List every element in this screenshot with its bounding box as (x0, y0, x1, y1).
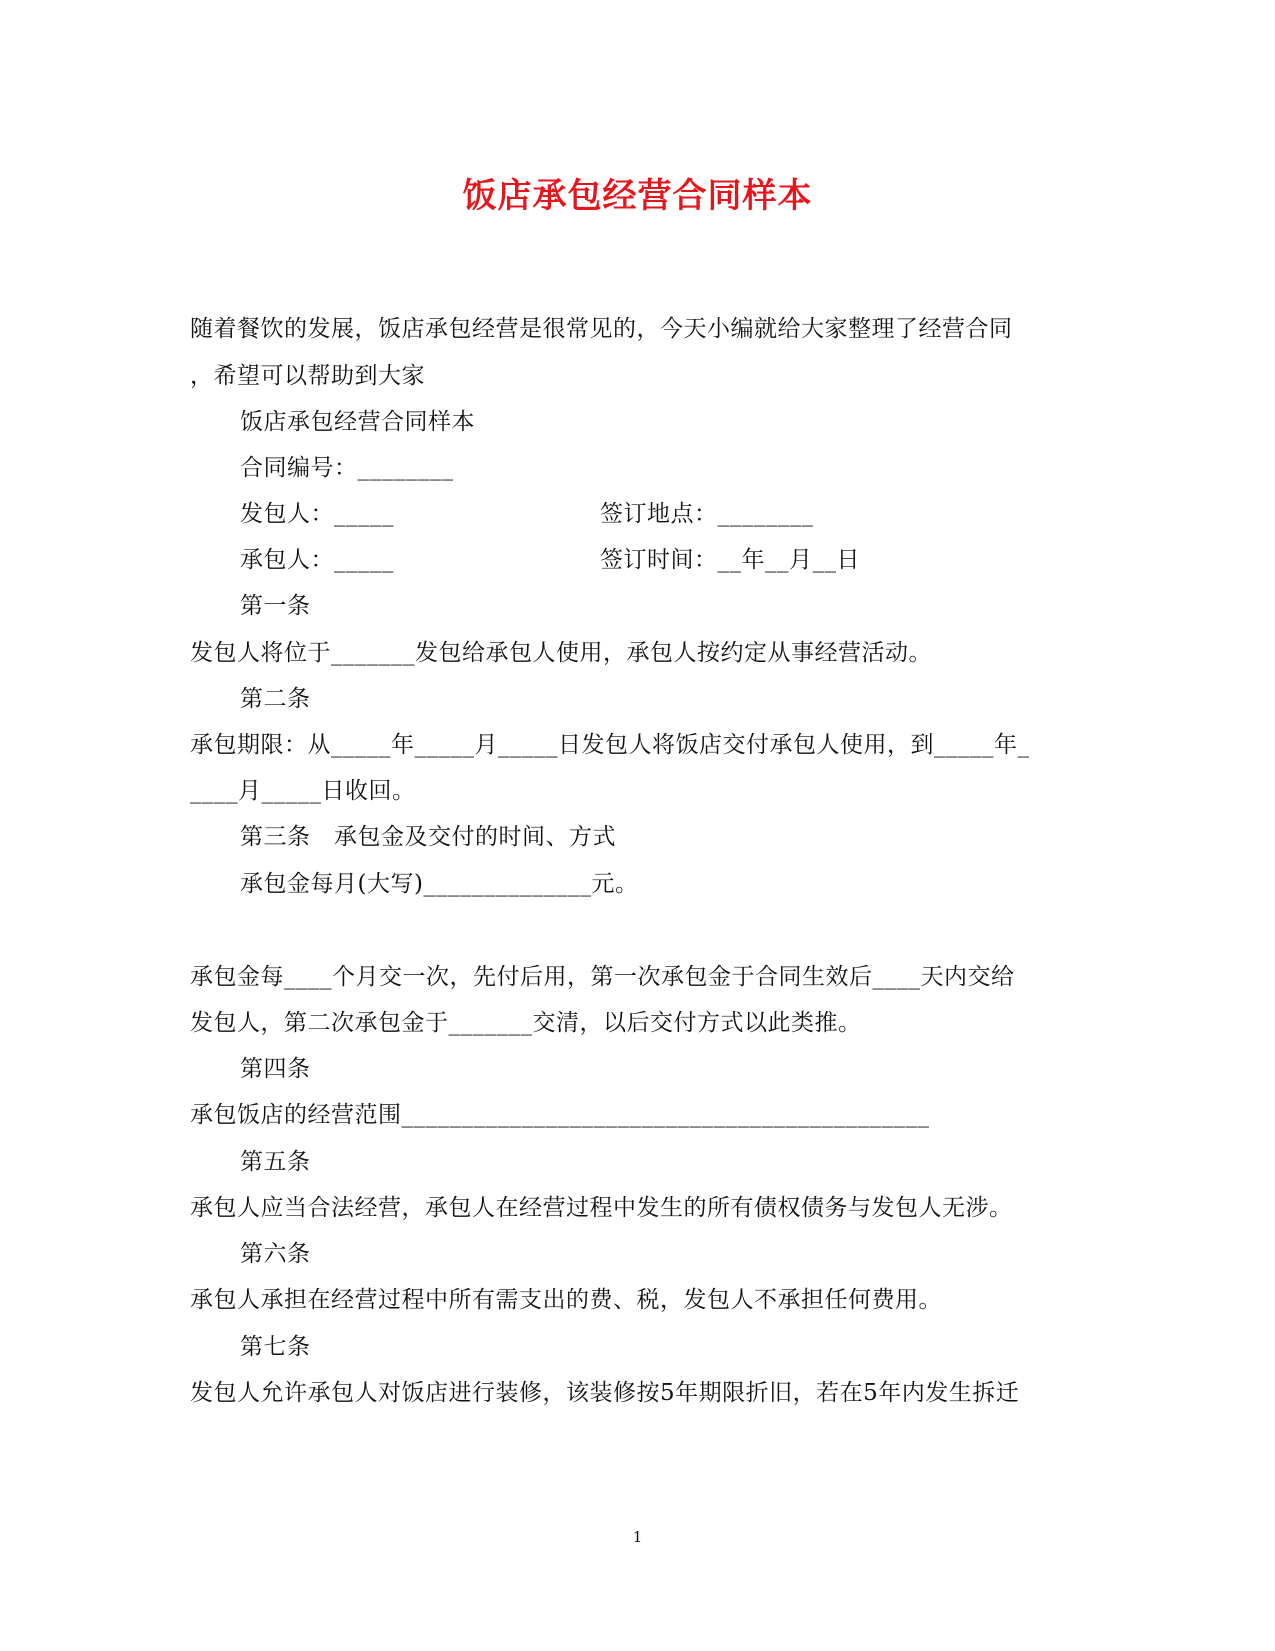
contract-number-field: 合同编号：________ (240, 455, 454, 481)
contract-subtitle: 饭店承包经营合同样本 (240, 409, 475, 435)
article-6-text: 承包人承担在经营过程中所有需支出的费、税，发包人不承担任何费用。 (190, 1287, 942, 1313)
article-6-title: 第六条 (240, 1241, 311, 1267)
article-3-text-3: 发包人，第二次承包金于_______交清，以后交付方式以此类推。 (190, 1010, 862, 1036)
article-7-title: 第七条 (240, 1334, 311, 1360)
party-a-field: 发包人：_____ (240, 501, 394, 527)
article-4-text: 承包饭店的经营范围____________________________________________ (190, 1102, 930, 1128)
article-5-text: 承包人应当合法经营，承包人在经营过程中发生的所有债权债务与发包人无涉。 (190, 1195, 1013, 1221)
article-1-text: 发包人将位于_______发包给承包人使用，承包人按约定从事经营活动。 (190, 640, 932, 666)
article-2-text-2: ____月_____日收回。 (190, 778, 416, 804)
intro-line-1: 随着餐饮的发展，饭店承包经营是很常见的，今天小编就给大家整理了经营合同 (190, 316, 1013, 342)
party-b-field: 承包人：_____ (240, 547, 394, 573)
article-5-title: 第五条 (240, 1149, 311, 1175)
article-3-text-1: 承包金每月(大写)______________元。 (240, 871, 639, 897)
article-7-text: 发包人允许承包人对饭店进行装修，该装修按5年期限折旧，若在5年内发生拆迁 (190, 1380, 1020, 1406)
sign-place-field: 签订地点：________ (600, 501, 814, 527)
intro-line-2: ，希望可以帮助到大家 (190, 363, 425, 389)
article-2-text-1: 承包期限：从_____年_____月_____日发包人将饭店交付承包人使用，到_____年_ (190, 732, 1030, 758)
page-number: 1 (632, 1528, 643, 1546)
article-3-text-2: 承包金每____个月交一次，先付后用，第一次承包金于合同生效后____天内交给 (190, 964, 1015, 990)
article-2-title: 第二条 (240, 686, 311, 712)
article-1-title: 第一条 (240, 593, 311, 619)
article-3-title: 第三条 承包金及交付的时间、方式 (240, 824, 616, 850)
document-title: 饭店承包经营合同样本 (462, 176, 813, 216)
article-4-title: 第四条 (240, 1056, 311, 1082)
sign-time-field: 签订时间：__年__月__日 (600, 547, 860, 573)
